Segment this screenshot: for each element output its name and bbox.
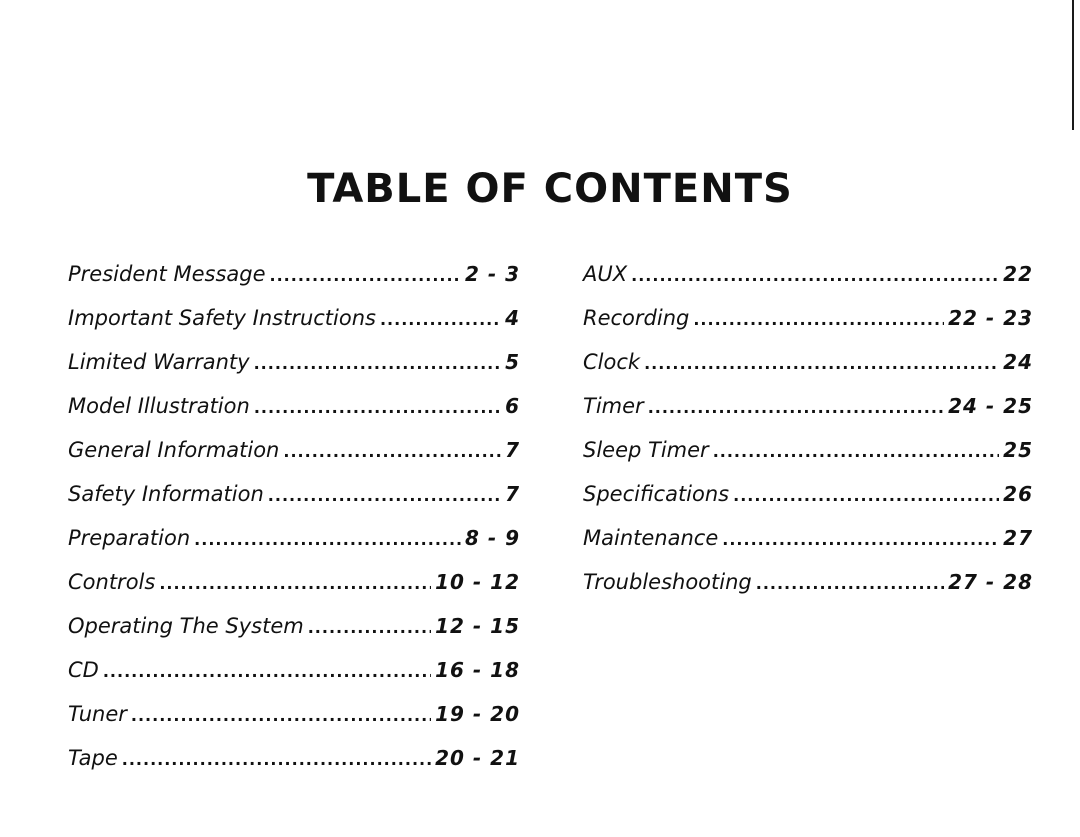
dot-leader — [159, 574, 431, 593]
toc-entry — [68, 526, 520, 570]
toc-entry-title: Maintenance — [583, 526, 719, 550]
toc-entry-page: 27 — [1003, 526, 1033, 550]
toc-entry-title: CD — [68, 658, 99, 682]
dot-leader — [194, 530, 461, 549]
dot-leader — [380, 310, 501, 329]
toc-entry — [68, 438, 520, 482]
toc-entry-page: 22 — [1003, 262, 1033, 286]
toc-entry-title: Tuner — [68, 702, 127, 726]
toc-entry-page: 4 — [505, 306, 520, 330]
toc-entry-page: 24 — [1003, 350, 1033, 374]
toc-entry — [68, 306, 520, 350]
page-edge-line — [1072, 0, 1074, 130]
toc-entry-title: Timer — [583, 394, 644, 418]
toc-entry-title: Tape — [68, 746, 118, 770]
toc-entry — [583, 438, 1033, 482]
toc-entry-title: Operating The System — [68, 614, 304, 638]
toc-entry-page: 26 — [1003, 482, 1033, 506]
toc-entry-title: Limited Warranty — [68, 350, 250, 374]
dot-leader — [693, 310, 944, 329]
toc-entry — [583, 306, 1033, 350]
dot-leader — [131, 706, 431, 725]
toc-entry-page: 8 - 9 — [464, 526, 520, 550]
dot-leader — [268, 486, 501, 505]
toc-entry-page: 27 - 28 — [948, 570, 1033, 594]
dot-leader — [631, 266, 999, 285]
dot-leader — [722, 530, 999, 549]
dot-leader — [733, 486, 999, 505]
toc-entry-page: 10 - 12 — [435, 570, 520, 594]
toc-entry — [68, 658, 520, 702]
toc-entry — [68, 702, 520, 746]
dot-leader — [254, 398, 501, 417]
toc-entry-page: 25 — [1003, 438, 1033, 462]
toc-entry-title: Recording — [583, 306, 690, 330]
toc-entry-title: Controls — [68, 570, 156, 594]
dot-leader — [308, 618, 431, 637]
dot-leader — [103, 662, 431, 681]
toc-right-column — [583, 262, 1033, 614]
toc-entry-page: 12 - 15 — [435, 614, 520, 638]
dot-leader — [270, 266, 461, 285]
dot-leader — [756, 574, 944, 593]
toc-entry-title: Specifications — [583, 482, 730, 506]
toc-entry — [68, 614, 520, 658]
dot-leader — [122, 750, 431, 769]
toc-entry-title: Safety Information — [68, 482, 264, 506]
toc-entry — [583, 262, 1033, 306]
dot-leader — [713, 442, 999, 461]
toc-entry-page: 19 - 20 — [435, 702, 520, 726]
dot-leader — [644, 354, 999, 373]
toc-entry-page: 16 - 18 — [435, 658, 520, 682]
toc-entry — [583, 570, 1033, 614]
toc-entry-page: 7 — [505, 438, 520, 462]
toc-entry — [68, 262, 520, 306]
toc-entry-title: Troubleshooting — [583, 570, 752, 594]
dot-leader — [254, 354, 502, 373]
toc-entry-title: President Message — [68, 262, 266, 286]
toc-entry-title: Preparation — [68, 526, 191, 550]
toc-entry-title: Sleep Timer — [583, 438, 709, 462]
toc-entry — [583, 482, 1033, 526]
toc-entry — [68, 482, 520, 526]
toc-left-column — [68, 262, 520, 790]
toc-entry-title: Model Illustration — [68, 394, 250, 418]
toc-entry — [68, 394, 520, 438]
toc-entry — [583, 350, 1033, 394]
toc-entry-page: 6 — [505, 394, 520, 418]
toc-entry-page: 5 — [505, 350, 520, 374]
page-title: TABLE OF CONTENTS — [307, 166, 793, 212]
toc-entry-title: Clock — [583, 350, 641, 374]
toc-entry-page: 7 — [505, 482, 520, 506]
toc-entry — [68, 746, 520, 790]
toc-entry-page: 20 - 21 — [435, 746, 520, 770]
toc-entry-title: Important Safety Instructions — [68, 306, 376, 330]
dot-leader — [283, 442, 501, 461]
toc-entry — [583, 394, 1033, 438]
toc-entry-title: General Information — [68, 438, 280, 462]
dot-leader — [648, 398, 944, 417]
toc-entry — [68, 350, 520, 394]
toc-entry — [583, 526, 1033, 570]
toc-entry — [68, 570, 520, 614]
toc-entry-page: 24 - 25 — [948, 394, 1033, 418]
toc-entry-page: 2 - 3 — [464, 262, 520, 286]
toc-entry-page: 22 - 23 — [948, 306, 1033, 330]
toc-entry-title: AUX — [583, 262, 628, 286]
